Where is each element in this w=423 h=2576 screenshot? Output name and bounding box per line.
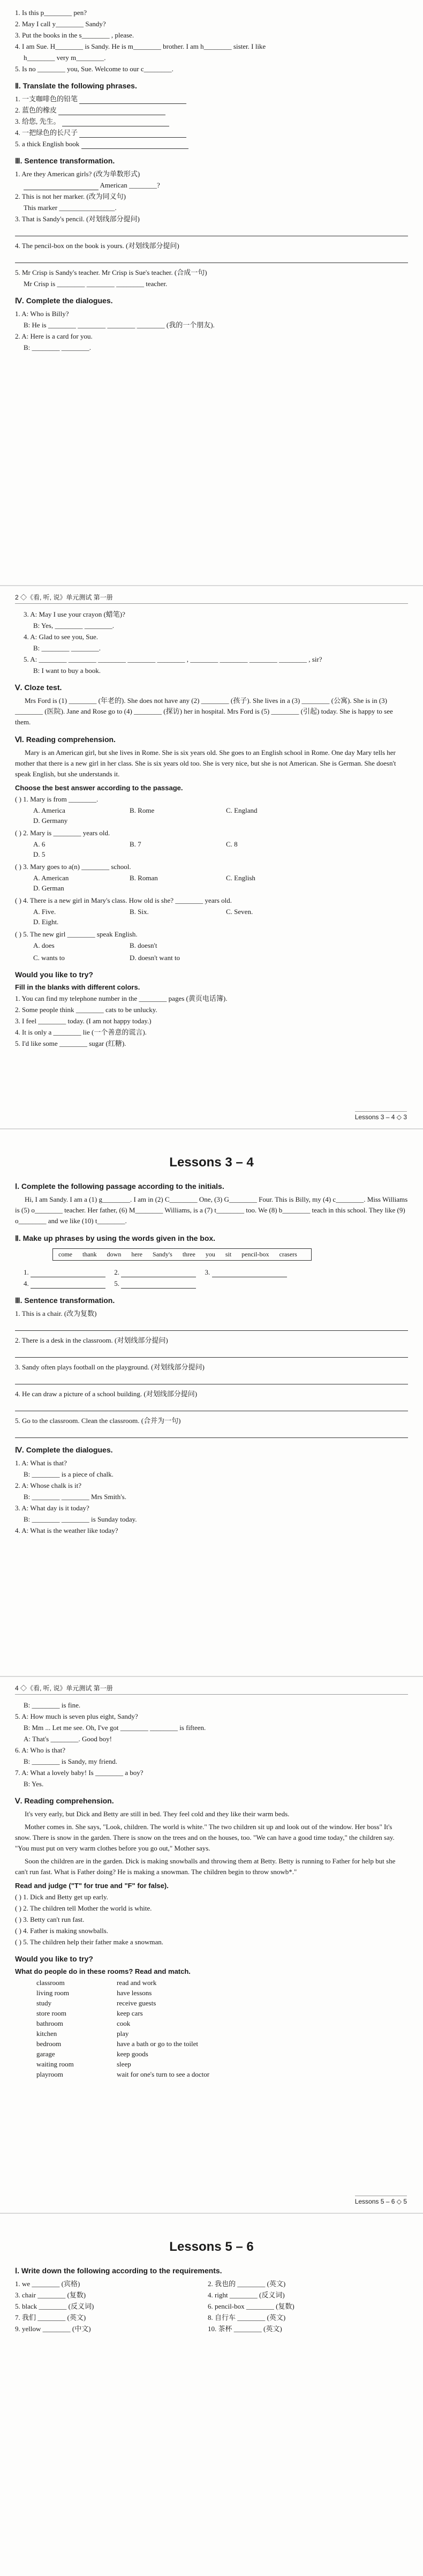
option[interactable]: C. 8 — [226, 840, 238, 848]
section-heading: Ⅲ. Sentence transformation. — [15, 1296, 115, 1305]
transformation-item: 4. The pencil-box on the book is yours. (对划线部分提问) — [15, 242, 179, 250]
dialogue-line: B: ________ ________. — [33, 644, 101, 652]
cloze-passage: Mrs Ford is (1) ________ (年老的). She does not have any (2) ________ (孩子). She lives in a (3) ________ (公寓). She is in (3) ________ (医院). Jane and Rose go to (4) ________ (探访) her in hospital. Mrs Ford is (5) ________ (引起) today. She is happy to see them. — [15, 697, 393, 726]
dialogue-line: B: ________ is a piece of chalk. — [24, 1470, 114, 1478]
vocab-row: 3. chair ________ (复数) 4. right ________ (反义词) — [15, 2291, 285, 2299]
dialogue-line: 1. A: What is that? — [15, 1459, 67, 1467]
transformation-item: 1. Are they American girls? (改为单数形式) — [15, 170, 140, 178]
answer-blank[interactable] — [121, 1269, 196, 1277]
dialogue-line: 3. A: May I use your crayon (蜡笔)? — [24, 610, 125, 618]
word: three — [182, 1250, 195, 1258]
fill-item: 1. You can find my telephone number in the ________ pages (黄页电话簿). — [15, 994, 228, 1002]
answer-blank[interactable] — [79, 96, 186, 104]
instruction: Choose the best answer according to the passage. — [15, 784, 183, 792]
match-row[interactable]: garage keep goods — [36, 2050, 148, 2058]
transformation-item: 5. Mr Crisp is Sandy's teacher. Mr Crisp is Sue's teacher. (合成一句) — [15, 268, 207, 276]
worksheet-page-4 — [0, 1677, 423, 2213]
phrase-item: 2. 蓝色的橡皮 — [15, 105, 408, 115]
answer-line[interactable] — [15, 1428, 408, 1438]
exercise-line: 5. Is no ________ you, Sue. Welcome to our c________. — [15, 65, 173, 73]
match-row[interactable]: playroom wait for one's turn to see a doctor — [36, 2070, 210, 2078]
instruction: Read and judge ("T" for true and "F" for false). — [15, 1882, 169, 1890]
true-false-item: ( ) 2. The children tell Mother the world is white. — [15, 1904, 152, 1912]
answer-options — [15, 805, 408, 826]
match-row[interactable]: bedroom have a bath or go to the toilet — [36, 2040, 198, 2048]
true-false-item: ( ) 4. Father is making snowballs. — [15, 1927, 109, 1935]
word: thank — [82, 1250, 97, 1258]
question: ( ) 5. The new girl ________ speak English. — [15, 930, 138, 938]
answer-line[interactable] — [15, 226, 408, 236]
instruction: Fill in the blanks with different colors. — [15, 983, 140, 991]
worksheet-page-2 — [0, 586, 423, 1128]
lesson-title: Lessons 5 – 6 — [169, 2240, 254, 2254]
word-box — [52, 1248, 312, 1261]
dialogue-line: 2. A: Whose chalk is it? — [15, 1481, 81, 1489]
answer-line[interactable] — [15, 1321, 408, 1331]
match-row[interactable]: study receive guests — [36, 1999, 156, 2007]
section-heading: Ⅳ. Complete the dialogues. — [15, 1446, 113, 1454]
answer-blank[interactable] — [81, 141, 188, 149]
section-heading: Ⅴ. Cloze test. — [15, 683, 62, 692]
answer-blank[interactable] — [212, 1269, 287, 1277]
answer-options — [15, 839, 408, 859]
transformation-item: 2. There is a desk in the classroom. (对划线部分提问) — [15, 1336, 168, 1344]
answer-options — [15, 873, 408, 893]
phrase-answer-row: 4. 5. — [15, 1278, 408, 1289]
dialogue-line: 5. A: ________ ________ ________ ________ ________ , ________ ________ ________ ________ , sir? — [24, 655, 322, 663]
option[interactable]: B. Roman — [130, 874, 158, 882]
option[interactable]: B. Rome — [130, 806, 155, 814]
reading-passage: Mary is an American girl, but she lives in Rome. She is six years old. She goes to an English school in Rome. One day Mary tells her mother that there is a new girl in her class. She is six years old too. She is very nice, but she is not American. She is German. She doesn't speak English, but she understands it. — [15, 748, 396, 778]
reading-paragraph: It's very early, but Dick and Betty are still in bed. They feel cold and they like their warm beds. — [25, 1810, 290, 1818]
dialogue-line: 6. A: Who is that? — [15, 1746, 66, 1754]
section-heading: Ⅱ. Translate the following phrases. — [15, 81, 137, 90]
word: down — [107, 1250, 122, 1258]
true-false-item: ( ) 1. Dick and Betty get up early. — [15, 1893, 108, 1901]
transformation-item: 5. Go to the classroom. Clean the classroom. (合并为一句) — [15, 1417, 181, 1425]
option[interactable]: A. does — [33, 941, 55, 949]
answer-blank[interactable] — [31, 1280, 105, 1289]
vocab-row: 1. we ________ (宾格) 2. 我也的 ________ (英文) — [15, 2280, 286, 2288]
dialogue-line: 5. A: How much is seven plus eight, Sandy? — [15, 1712, 138, 1720]
worksheet-page-5 — [0, 2214, 423, 2576]
transformation-item: 3. Sandy often plays football on the playground. (对划线部分提问) — [15, 1363, 205, 1371]
dialogue-line: 1. A: Who is Billy? — [15, 310, 69, 318]
option[interactable]: D. Germany — [33, 817, 68, 825]
section-heading: Ⅲ. Sentence transformation. — [15, 156, 115, 165]
dialogue-line: B: ________ is Sandy, my friend. — [24, 1757, 118, 1765]
vocab-row: 9. yellow ________ (中文) 10. 茶杯 ________ (英文) — [15, 2325, 282, 2333]
word: sit — [225, 1250, 232, 1258]
option[interactable]: D. German — [33, 884, 64, 892]
answer-blank[interactable] — [121, 1280, 196, 1289]
vocab-row: 5. black ________ (反义词) 6. pencil-box ________ (复数) — [15, 2302, 294, 2310]
option[interactable]: C. Seven. — [226, 908, 253, 916]
phrase-item: 5. a thick English book — [15, 139, 408, 149]
page-footer: Lessons 3 – 4 ◇ 3 — [355, 1111, 407, 1121]
fill-item: 3. I feel ________ today. (I am not happy today.) — [15, 1017, 152, 1025]
true-false-item: ( ) 5. The children help their father make a snowman. — [15, 1938, 163, 1946]
dialogue-line: B: ________ ________ Mrs Smith's. — [24, 1493, 126, 1501]
section-heading: Would you like to try? — [15, 1955, 93, 1963]
transformation-answer: American ________? — [15, 180, 408, 190]
dialogue-line: B: ________ ________ is Sunday today. — [24, 1515, 137, 1523]
transformation-item: 1. This is a chair. (改为复数) — [15, 1309, 97, 1317]
dialogue-line: B: Yes. — [24, 1780, 44, 1788]
phrase-item: 1. 一支咖啡色的铅笔 — [15, 94, 408, 104]
transformation-answer: This marker ________________. — [24, 204, 117, 212]
dialogue-line: 7. A: What a lovely baby! Is ________ a boy? — [15, 1769, 143, 1777]
option[interactable]: A. 6 — [33, 840, 46, 848]
exercise-line: 3. Put the books in the s________ , please. — [15, 31, 134, 39]
transformation-item: 4. He can draw a picture of a school building. (对划线部分提问) — [15, 1390, 198, 1398]
dialogue-line: B: ________ is fine. — [24, 1701, 81, 1709]
option[interactable]: C. England — [226, 806, 258, 814]
option[interactable]: C. wants to — [33, 954, 65, 962]
word: Sandy's — [153, 1250, 172, 1258]
section-heading: Ⅱ. Make up phrases by using the words given in the box. — [15, 1234, 216, 1242]
option[interactable]: D. Eight. — [33, 918, 59, 926]
page-header: 4 ◇《看, 听, 说》单元测试 第一册 — [15, 1683, 408, 1695]
fill-item: 2. Some people think ________ cats to be unlucky. — [15, 1006, 157, 1014]
answer-line[interactable] — [15, 253, 408, 263]
initials-passage: Hi, I am Sandy. I am a (1) g________. I am in (2) C________ One, (3) G________ Four. This is Billy, my (4) c________. Miss Williams is (5) o________ teacher. Her father, (6) M________ Williams, is a (7) t________ too. We (8) b________ teach in this school. They like (9) o________ and we like (10) t________. — [15, 1195, 408, 1225]
dialogue-line: 4. A: What is the weather like today? — [15, 1526, 118, 1534]
match-row[interactable]: living room have lessons — [36, 1989, 152, 1997]
dialogue-line: B: Yes, ________ ________. — [33, 621, 114, 630]
page-footer: Lessons 5 – 6 ◇ 5 — [355, 2196, 407, 2205]
exercise-line: 2. May I call y________ Sandy? — [15, 20, 106, 28]
instruction: What do people do in these rooms? Read and match. — [15, 1967, 191, 1975]
option[interactable]: A. American — [33, 874, 69, 882]
lesson-title: Lessons 3 – 4 — [169, 1155, 254, 1170]
dialogue-line: B: He is ________ ________ ________ ________ (我的一个朋友). — [24, 321, 215, 329]
fill-item: 5. I'd like some ________ sugar (红糖). — [15, 1039, 126, 1047]
match-row[interactable]: store room keep cars — [36, 2009, 143, 2017]
phrase-item: 3. 给您, 先生。 — [15, 116, 408, 126]
answer-options — [15, 907, 408, 927]
dialogue-line: B: I want to buy a book. — [33, 667, 101, 675]
match-row[interactable]: bathroom cook — [36, 2019, 131, 2027]
option[interactable]: C. English — [226, 874, 255, 882]
section-heading: Ⅰ. Complete the following passage according to the initials. — [15, 1182, 224, 1190]
transformation-item: 3. That is Sandy's pencil. (对划线部分提问) — [15, 215, 140, 223]
fill-item: 4. It is only a ________ lie (一个善意的谎言). — [15, 1028, 147, 1036]
section-heading: Ⅳ. Complete the dialogues. — [15, 296, 113, 305]
match-row[interactable]: kitchen play — [36, 2030, 129, 2038]
transformation-answer: Mr Crisp is ________ ________ ________ teacher. — [24, 280, 168, 288]
question: ( ) 4. There is a new girl in Mary's class. How old is she? ________ years old. — [15, 896, 232, 904]
dialogue-line: 4. A: Glad to see you, Sue. — [24, 633, 99, 641]
option[interactable]: B. 7 — [130, 840, 141, 848]
dialogue-line: B: ________ ________. — [24, 343, 92, 351]
true-false-item: ( ) 3. Betty can't run fast. — [15, 1915, 85, 1923]
answer-blank[interactable] — [58, 107, 165, 115]
dialogue-line: B: Mm ... Let me see. Oh, I've got ________ ________ is fifteen. — [24, 1724, 206, 1732]
exercise-line: 1. Is this p________ pen? — [15, 9, 87, 17]
dialogue-line: 3. A: What day is it today? — [15, 1504, 89, 1512]
answer-line[interactable] — [15, 1374, 408, 1384]
option[interactable]: A. America — [33, 806, 65, 814]
option[interactable]: B. doesn't — [130, 941, 157, 949]
section-heading: Ⅵ. Reading comprehension. — [15, 735, 116, 744]
option[interactable]: D. doesn't want to — [130, 954, 180, 962]
option[interactable]: A. Five. — [33, 908, 56, 916]
page-header: 2 ◇《看, 听, 说》单元测试 第一册 — [15, 593, 408, 604]
dialogue-line: 2. A: Here is a card for you. — [15, 332, 93, 340]
phrase-item: 4. 一把绿色的长尺子 — [15, 128, 408, 138]
section-heading: Ⅴ. Reading comprehension. — [15, 1796, 114, 1805]
word: pencil-box — [241, 1250, 269, 1258]
section-heading: Ⅰ. Write down the following according to the requirements. — [15, 2266, 222, 2275]
word: crasers — [279, 1250, 297, 1258]
transformation-item: 2. This is not her marker. (改为同义句) — [15, 192, 126, 200]
answer-blank[interactable] — [24, 182, 99, 190]
word: you — [205, 1250, 215, 1258]
question: ( ) 3. Mary goes to a(n) ________ school. — [15, 863, 131, 871]
answer-options — [15, 940, 408, 950]
answer-blank[interactable] — [62, 118, 169, 126]
reading-paragraph: Soon the children are in the garden. Dick is making snowballs and throwing them at Betty. Betty is running to Father for help but she can't run fast. What is Father doing? He is making a snowman. The children begin to throw snowb*." — [15, 1857, 396, 1876]
match-row[interactable]: waiting room sleep — [36, 2060, 131, 2068]
worksheet-page-3 — [0, 1129, 423, 1676]
match-row[interactable]: classroom read and work — [36, 1979, 157, 1987]
exercise-line: h________ very m________. — [24, 54, 106, 62]
word: come — [58, 1250, 72, 1258]
answer-options — [15, 953, 408, 963]
worksheet-page-1 — [0, 0, 423, 585]
vocab-row: 7. 我们 ________ (英文) 8. 自行车 ________ (英文) — [15, 2313, 286, 2322]
dialogue-line: A: That's ________. Good boy! — [24, 1735, 112, 1743]
option[interactable]: D. 5 — [33, 850, 46, 858]
reading-paragraph: Mother comes in. She says, "Look, children. The world is white." The two children sit up and look out of the window. Her boss" It's snow. There is snow in the garden. There is snow on the trees and on the houses, too. "We can have a good time today," the children say. "You must put on very warm clothes before you go out," Mother says. — [15, 1823, 395, 1852]
exercise-line: 4. I am Sue. H________ is Sandy. He is m________ brother. I am h________ sister. I like — [15, 42, 266, 50]
answer-blank[interactable] — [79, 130, 186, 138]
answer-blank[interactable] — [31, 1269, 105, 1277]
answer-line[interactable] — [15, 1347, 408, 1358]
question: ( ) 1. Mary is from ________. — [15, 795, 99, 803]
answer-line[interactable] — [15, 1401, 408, 1411]
word: here — [131, 1250, 142, 1258]
section-heading: Would you like to try? — [15, 970, 93, 979]
option[interactable]: B. Six. — [130, 908, 149, 916]
phrase-answer-row: 1. 2. 3. — [15, 1267, 408, 1277]
question: ( ) 2. Mary is ________ years old. — [15, 829, 110, 837]
